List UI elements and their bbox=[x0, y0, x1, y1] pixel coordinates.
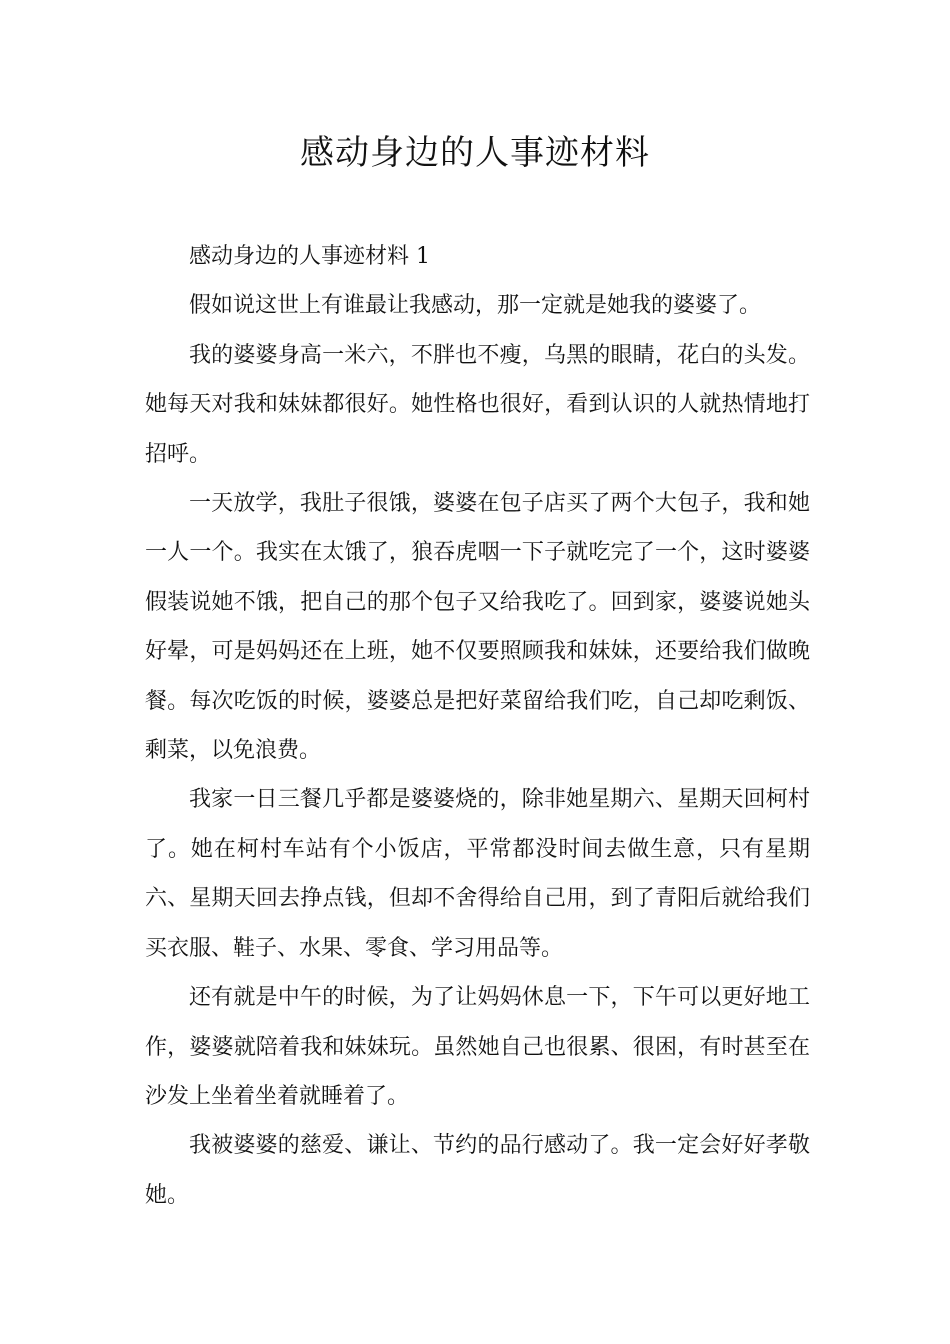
paragraph: 假如说这世上有谁最让我感动，那一定就是她我的婆婆了。 bbox=[189, 293, 762, 319]
paragraph: 一天放学，我肚子很饿，婆婆在包子店买了两个大包子，我和她一人一个。我实在太饿了，狼吞虎咽一下子就吃完了一个，这时婆婆假装说她不饿，把自己的那个包子又给我吃了。回到家，婆婆说她头好晕，可是妈妈还在上班，她不仅要照顾我和妹妹，还要给我们做晚餐。每次吃饭的时候，婆婆总是把好菜留给我们吃，自己却吃剩饭、剩菜，以免浪费。 bbox=[145, 491, 810, 764]
document-body bbox=[145, 232, 810, 1220]
paragraph: 我的婆婆身高一米六，不胖也不瘦，乌黑的眼睛，花白的头发。她每天对我和妹妹都很好。她性格也很好，看到认识的人就热情地打招呼。 bbox=[145, 342, 810, 467]
paragraph: 我家一日三餐几乎都是婆婆烧的，除非她星期六、星期天回柯村了。她在柯村车站有个小饭店，平常都没时间去做生意，只有星期六、星期天回去挣点钱，但却不舍得给自己用，到了青阳后就给我们买衣服、鞋子、水果、零食、学习用品等。 bbox=[145, 787, 810, 961]
section-heading: 感动身边的人事迹材料 1 bbox=[189, 244, 430, 269]
paragraph: 还有就是中午的时候，为了让妈妈休息一下，下午可以更好地工作，婆婆就陪着我和妹妹玩。虽然她自己也很累、很困，有时甚至在沙发上坐着坐着就睡着了。 bbox=[145, 985, 810, 1109]
paragraph: 我被婆婆的慈爱、谦让、节约的品行感动了。我一定会好好孝敬她。 bbox=[145, 1133, 810, 1208]
document-title: 感动身边的人事迹材料 bbox=[300, 133, 650, 173]
